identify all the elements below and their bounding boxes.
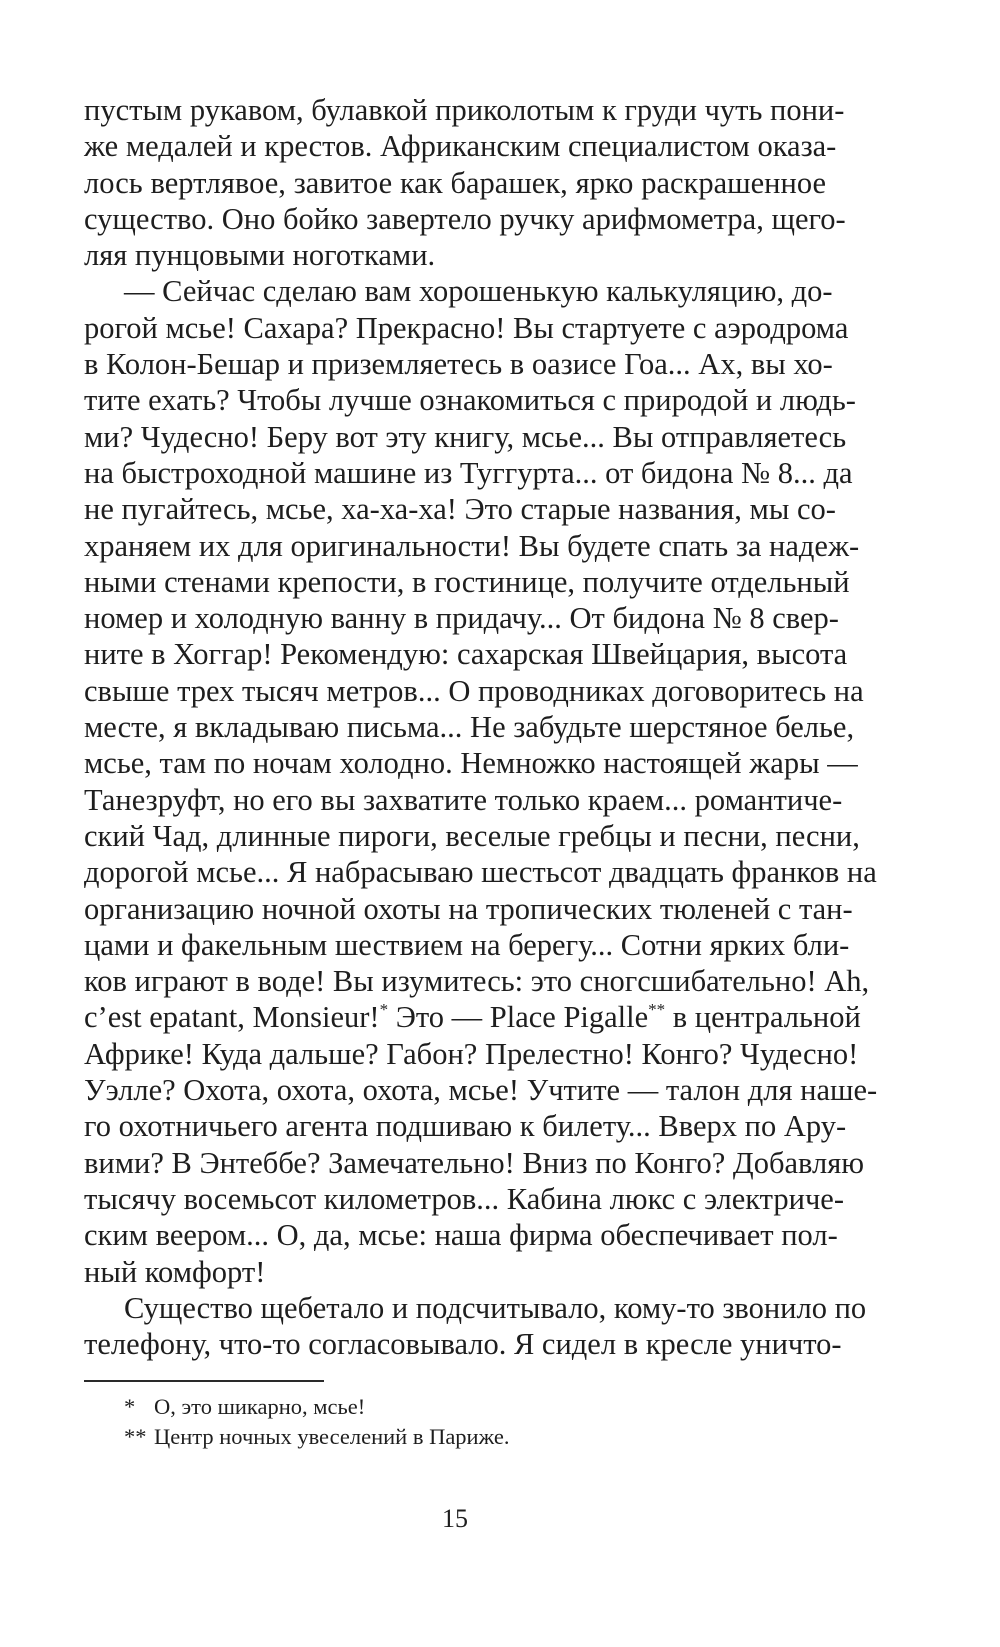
text-line: лось вертлявое, завитое как барашек, ярко раскрашенное [84, 165, 826, 200]
text-line: ными стенами крепости, в гостинице, получите отдельный [84, 564, 850, 599]
footnote-reference: * [379, 1000, 389, 1020]
text-line: Существо щебетало и подсчитывало, кому-то звонило по [124, 1290, 867, 1325]
text-line: ляя пунцовыми ноготками. [84, 238, 436, 273]
text-line: Африке! Куда дальше? Габон? Прелестно! Конго? Чудесно! [84, 1036, 859, 1071]
text-segment: в центральной [665, 1000, 861, 1035]
text-line: храняем их для оригинальности! Вы будете спать за надеж- [84, 528, 860, 563]
text-line: Танезруфт, но его вы захватите только краем... романтиче- [84, 782, 843, 817]
footnote-reference: ** [648, 1000, 666, 1020]
text-line: существо. Оно бойко завертело ручку арифмометра, щего- [84, 201, 846, 236]
text-line-with-notes [84, 999, 861, 1035]
text-line: цами и факельным шествием на берегу... Сотни ярких бли- [84, 927, 850, 962]
text-line: пустым рукавом, булавкой приколотым к груди чуть пони- [84, 93, 845, 127]
footnote-mark: ** [124, 1424, 147, 1449]
text-line: месте, я вкладываю письма... Не забудьте шерстяное белье, [84, 710, 855, 745]
text-line: тите ехать? Чтобы лучше ознакомиться с природой и людь- [84, 383, 856, 418]
text-line: рогой мсье! Сахара? Прекрасно! Вы стартуете с аэродрома [84, 310, 849, 345]
text-line: Уэлле? Охота, охота, охота, мсье! Учтите — талон для наше- [84, 1073, 878, 1108]
text-line: в Колон-Бешар и приземляетесь в оазисе Гоа... Ах, вы хо- [84, 347, 833, 382]
footnote-mark: * [124, 1394, 136, 1419]
text-line: на быстроходной машине из Туггурта... от бидона № 8... да [84, 455, 853, 490]
text-line: вими? В Энтеббе? Замечательно! Вниз по Конго? Добавляю [84, 1145, 865, 1180]
text-line: тысячу восемьсот километров... Кабина люкс с электриче- [84, 1181, 844, 1216]
text-line: ните в Хоггар! Рекомендую: сахарская Швейцария, высота [84, 637, 848, 672]
text-line: го охотничьего агента подшиваю к билету... Вверх по Ару- [84, 1109, 847, 1144]
text-line: ков играют в воде! Вы изумитесь: это сногсшибательно! Ah, [84, 964, 870, 999]
text-line: номер и холодную ванну в придачу... От бидона № 8 свер- [84, 601, 839, 636]
text-segment: Это — Place Pigalle [388, 1000, 649, 1035]
text-line: ный комфорт! [84, 1254, 266, 1289]
footnote-text: Центр ночных увеселений в Париже. [154, 1424, 510, 1449]
body-text [84, 92, 878, 1362]
text-line: организацию ночной охоты на тропических тюленей с тан- [84, 891, 853, 926]
text-line: ский Чад, длинные пироги, веселые гребцы и песни, песни, [84, 818, 860, 853]
text-line: не пугайтесь, мсье, ха-ха-ха! Это старые названия, мы со- [84, 492, 836, 527]
footnote [124, 1422, 824, 1452]
footnote-divider [84, 1380, 324, 1382]
text-line: ским веером... О, да, мсье: наша фирма обеспечивает пол- [84, 1218, 838, 1253]
text-line: свыше трех тысяч метров... О проводниках договоритесь на [84, 673, 864, 708]
text-line: телефону, что-то согласовывало. Я сидел в кресле уничто- [84, 1327, 842, 1362]
text-line: мсье, там по ночам холодно. Немножко настоящей жары — [84, 746, 858, 781]
text-line: ми? Чудесно! Беру вот эту книгу, мсье... Вы отправляетесь [84, 419, 847, 454]
page-number: 15 [442, 1504, 468, 1533]
footnote [124, 1392, 824, 1422]
text-line: — Сейчас сделаю вам хорошенькую калькуляцию, до- [124, 274, 833, 309]
text-line: же медалей и крестов. Африканским специалистом оказа- [84, 129, 837, 164]
text-segment: c’est epatant, Monsieur! [84, 1000, 380, 1035]
text-line: дорогой мсье... Я набрасываю шестьсот двадцать франков на [84, 855, 877, 890]
footnote-text: О, это шикарно, мсье! [154, 1394, 366, 1419]
footnotes [124, 1392, 824, 1452]
